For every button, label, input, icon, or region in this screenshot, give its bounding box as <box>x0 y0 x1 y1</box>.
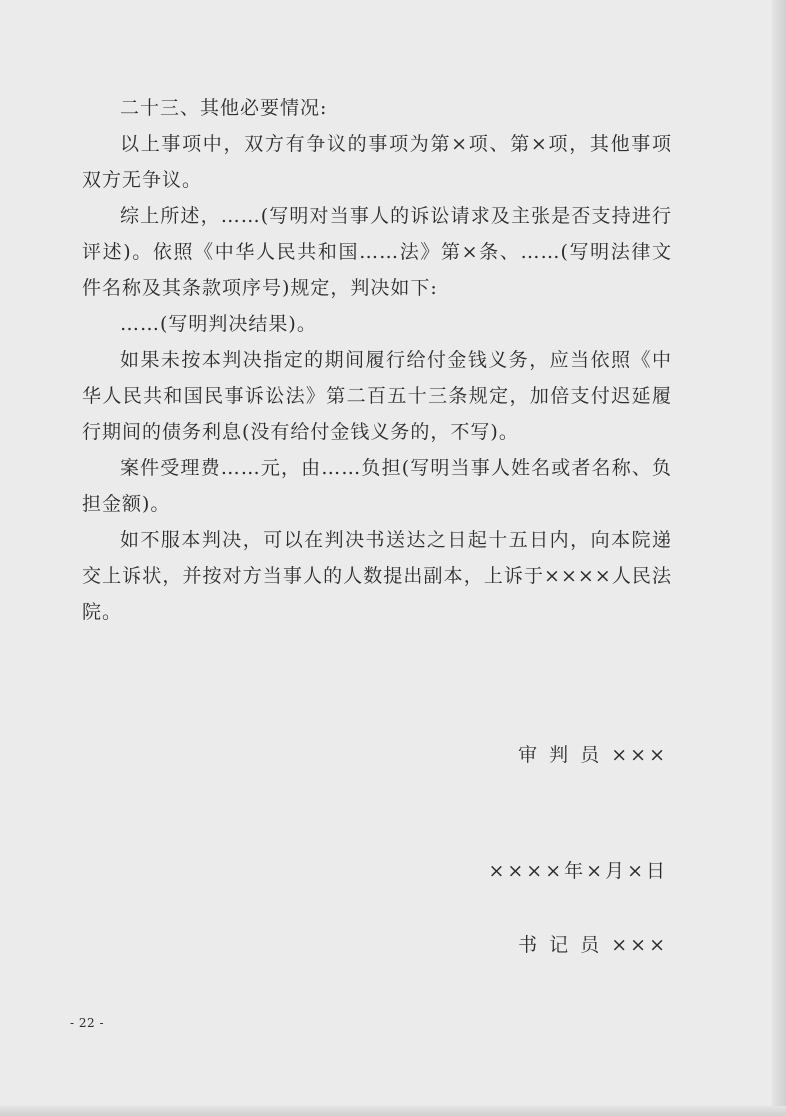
paragraph-summary: 综上所述，……(写明对当事人的诉讼请求及主张是否支持进行评述)。依照《中华人民共和国……法》第×条、……(写明法律文件名称及其条款项序号)规定，判决如下: <box>82 205 672 299</box>
paragraph-other-matters: 二十三、其他必要情况: <box>120 97 328 119</box>
signature-date: ××××年×月×日 <box>488 860 668 882</box>
paragraph-appeal: 如不服本判决，可以在判决书送达之日起十五日内，向本院递交上诉状，并按对方当事人的人数提出副本，上诉于××××人民法院。 <box>82 529 672 623</box>
body-text <box>82 90 672 630</box>
paragraph-disputed-items: 以上事项中，双方有争议的事项为第×项、第×项，其他事项双方无争议。 <box>82 133 672 191</box>
page-number: - 22 - <box>70 1016 105 1030</box>
paragraph-late-payment: 如果未按本判决指定的期间履行给付金钱义务，应当依照《中华人民共和国民事诉讼法》第二百五十三条规定，加倍支付迟延履行期间的债务利息(没有给付金钱义务的，不写)。 <box>82 349 672 443</box>
scan-edge-right <box>772 0 786 1116</box>
paragraph-judgment-result: ……(写明判决结果)。 <box>120 313 317 335</box>
paragraph-case-fee: 案件受理费……元，由……负担(写明当事人姓名或者名称、负担金额)。 <box>82 457 672 515</box>
judge-signature: 审 判 员 ××× <box>518 744 668 766</box>
scan-edge-bottom <box>0 1106 786 1116</box>
clerk-signature: 书 记 员 ××× <box>518 934 668 956</box>
